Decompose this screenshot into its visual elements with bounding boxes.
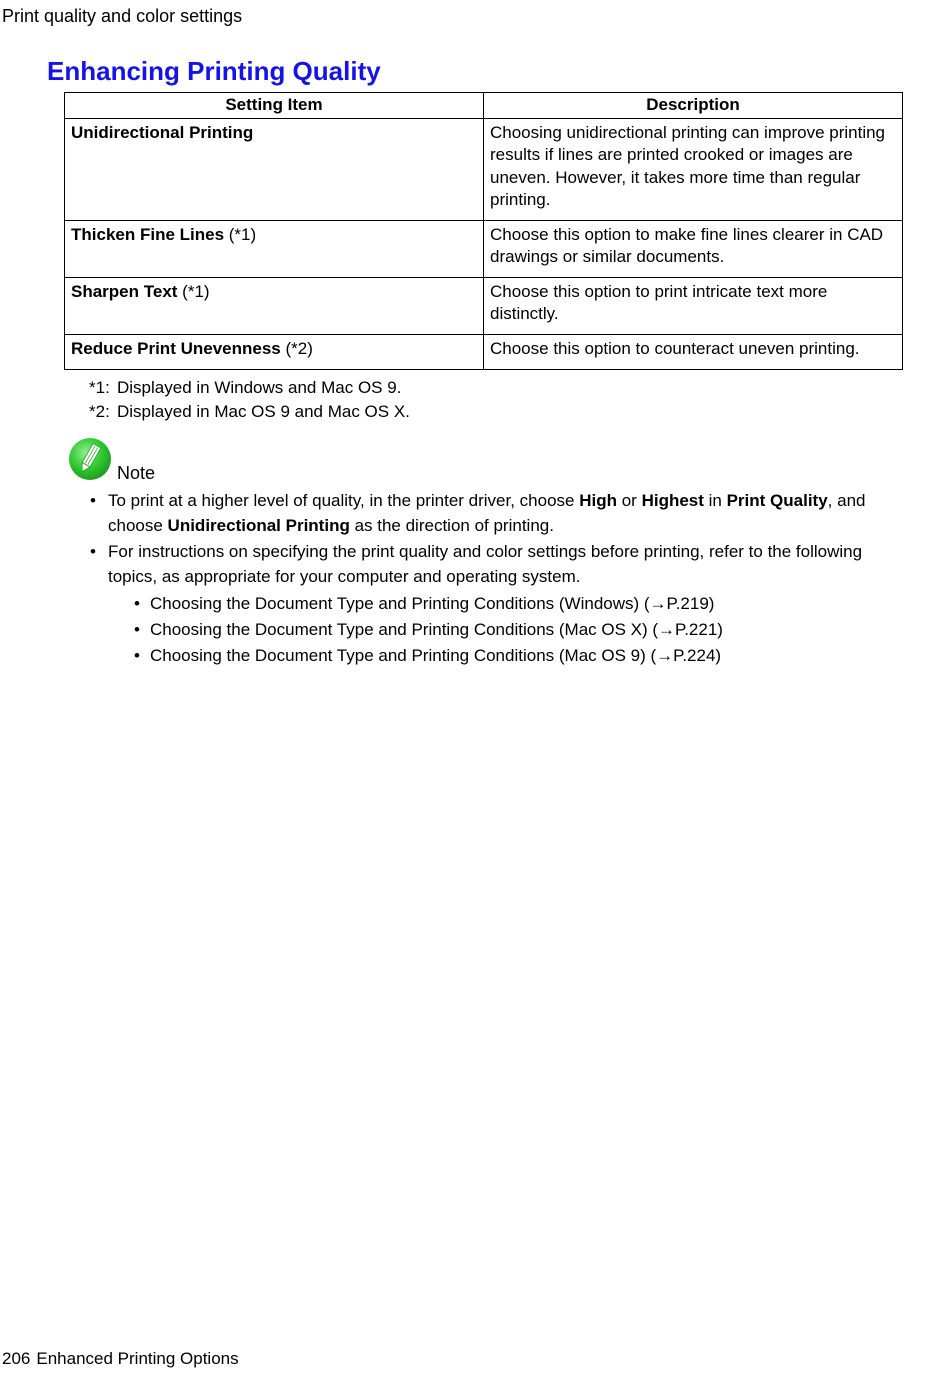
setting-description-cell: Choose this option to counteract uneven printing. [484, 334, 903, 369]
footnote-mark: *1: [89, 378, 110, 397]
settings-table [64, 92, 903, 370]
note-emphasis: Highest [641, 491, 704, 510]
note-text: as the direction of printing. [349, 515, 554, 535]
footnote [89, 400, 410, 424]
setting-item-name: Thicken Fine Lines [71, 224, 225, 244]
table-row [65, 220, 903, 277]
setting-description-cell: Choose this option to print intricate text more distinctly. [484, 277, 903, 334]
page-footer [2, 1349, 239, 1369]
footnote-text: Displayed in Mac OS 9 and Mac OS X. [117, 402, 410, 421]
note-emphasis: Print Quality [726, 491, 828, 510]
setting-item-note: (*1) [177, 281, 210, 301]
setting-item-cell [65, 118, 484, 220]
page-number: 206 [2, 1349, 31, 1368]
note-text: For instructions on specifying the print quality and color settings before printing, refer to the following topics, as appropriate for your computer and operating system. [108, 542, 863, 586]
setting-item-name: Sharpen Text [71, 281, 178, 301]
footnote-mark: *2: [89, 402, 110, 421]
footnote [89, 376, 410, 400]
chapter-title: Enhanced Printing Options [36, 1349, 239, 1368]
setting-item-cell [65, 334, 484, 369]
note-text: , and choose [108, 491, 866, 535]
setting-item-cell [65, 220, 484, 277]
table-row [65, 118, 903, 220]
setting-item-note: (*2) [280, 338, 313, 358]
reference-link-mac-os-x[interactable]: • Choosing the Document Type and Printing Conditions (Mac OS X) (→P.221) [134, 617, 890, 643]
note-label: Note [117, 463, 156, 483]
reference-link-mac-os-9[interactable]: • Choosing the Document Type and Printing Conditions (Mac OS 9) (→P.224) [134, 643, 890, 669]
pencil-note-icon [68, 437, 112, 481]
table-row [65, 334, 903, 369]
note-text: or [617, 491, 642, 510]
column-header-setting-item: Setting Item [65, 93, 484, 119]
setting-description-cell: Choose this option to make fine lines clearer in CAD drawings or similar documents. [484, 220, 903, 277]
note-emphasis: High [579, 491, 617, 510]
setting-item-note: (*1) [224, 224, 257, 244]
table-row [65, 277, 903, 334]
note-text: in [703, 491, 727, 510]
setting-item-name: Unidirectional Printing [71, 122, 254, 142]
setting-item-name: Reduce Print Unevenness [71, 338, 281, 358]
running-header: Print quality and color settings [2, 6, 243, 26]
setting-description-cell: Choosing unidirectional printing can improve printing results if lines are printed crooked or images are uneven. However, it takes more time than regular printing. [484, 118, 903, 220]
table-header-row [65, 93, 903, 119]
note-emphasis: Unidirectional Printing [167, 515, 350, 535]
note-bullet [90, 540, 890, 669]
note-list [90, 489, 890, 671]
column-header-description: Description [484, 93, 903, 119]
reference-link-windows[interactable]: • Choosing the Document Type and Printing Conditions (Windows) (→P.219) [134, 591, 890, 617]
note-bullet [90, 489, 890, 538]
setting-item-cell [65, 277, 484, 334]
reference-list [134, 591, 890, 669]
footnotes [89, 376, 410, 424]
section-title: Enhancing Printing Quality [47, 56, 381, 86]
footnote-text: Displayed in Windows and Mac OS 9. [117, 378, 402, 397]
note-text: To print at a higher level of quality, in the printer driver, choose [108, 491, 580, 510]
